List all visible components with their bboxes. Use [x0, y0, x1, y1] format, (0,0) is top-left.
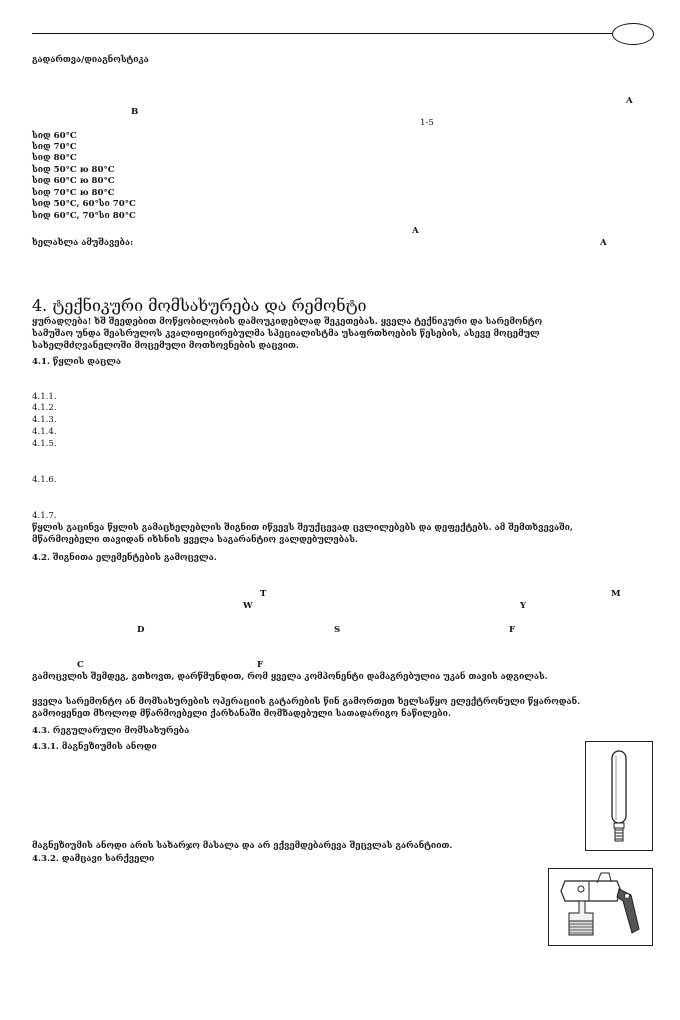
marker-a: A [412, 226, 419, 236]
marker-m: M [611, 589, 621, 599]
step-number: 4.1.7. [32, 511, 57, 521]
list-item: სიდ 60°C, 70°სი 80°C [32, 211, 136, 221]
marker-w: W [243, 601, 253, 611]
marker-b: B [131, 107, 139, 117]
list-item: სიდ 60°C [32, 131, 77, 141]
marker-a: A [626, 96, 633, 106]
subsection-heading: 4.3.2. დამცავი სარქველი [32, 854, 155, 864]
section-title: 4. ტექნიკური მომსახურება და რემონტი [32, 296, 367, 315]
freeze-warning: მწარმოებელი თავიდან იხსნის ყველა საგარანტიო ვალდებულებას. [32, 535, 358, 545]
code-range: 1-5 [420, 118, 434, 128]
anode-note: მაგნეზიუმის ანოდი არის სახარჯო მასალა და არ ექვემდებარევა შეცვლას გარანტიით. [32, 841, 453, 851]
step-number: 4.1.4. [32, 427, 57, 437]
step-number: 4.1.1. [32, 392, 57, 402]
marker-t: T [260, 589, 267, 599]
list-item: სიდ 60°C ю 80°C [32, 176, 115, 186]
page-section-label: გადართვა/დიაგნოსტიკა [32, 55, 149, 65]
step-number: 4.1.2. [32, 403, 57, 413]
restart-label: ხელახლა ამუშავება: [32, 238, 134, 248]
subsection-heading: 4.1. წყლის დაცლა [32, 357, 122, 367]
marker-c: C [77, 660, 84, 670]
marker-f: F [257, 660, 264, 670]
header-rule [32, 33, 612, 34]
intro-line: სამუშაო უნდა შეასრულოს კვალიფიცირებულმა სპეციალისტმა უსაფრთხოების წესების, ასევე მოცემულ [32, 329, 540, 339]
assembly-note: გამოცვლის შემდეგ, გთხოვთ, დარწმუნდით, რომ ყველა კომპონენტი დამაგრებულია უკან თავის ადგილას. [32, 672, 548, 682]
safety-warning: ყველა სარემონტო ან მომსახურების ოპერაციის გატარების წინ გამორთეთ ხელსაწყო ელექტრონული წყაროდან. [32, 697, 581, 707]
step-number: 4.1.6. [32, 475, 57, 485]
page-number-oval [612, 23, 654, 45]
intro-line: სახელმძღვანელოში მოცემული მოთხოვნების დაცვით. [32, 341, 299, 351]
marker-y: Y [520, 601, 527, 611]
subsection-heading: 4.3. რეგულარული მომსახურება [32, 726, 190, 736]
subsection-heading: 4.3.1. მაგნეზიუმის ანოდი [32, 742, 157, 752]
subsection-heading: 4.2. შიგნითა ელემენტების გამოცვლა. [32, 553, 217, 563]
magnesium-anode-icon [586, 742, 652, 850]
safety-warning: გამოიყენეთ მხოლოდ მწარმოებელი ქარხანაში მომზადებული სათადარიგო ნაწილები. [32, 709, 451, 719]
step-number: 4.1.5. [32, 439, 57, 449]
anode-figure [585, 741, 653, 851]
list-item: სიდ 70°C ю 80°C [32, 188, 115, 198]
marker-s: S [334, 625, 341, 635]
list-item: სიდ 50°C, 60°სი 70°C [32, 199, 136, 209]
marker-a: A [600, 238, 607, 248]
step-number: 4.1.3. [32, 415, 57, 425]
intro-line: ყურადღება! ხშ შეედებით მოწყობილობის დამოუკიდებლად შეკეთებას. ყველა ტექნიკური და სარემონტო [32, 317, 543, 327]
marker-f: F [509, 625, 516, 635]
safety-valve-figure [548, 868, 653, 946]
marker-d: D [137, 625, 145, 635]
safety-valve-icon [549, 869, 652, 945]
list-item: სიდ 80°C [32, 153, 77, 163]
freeze-warning: წყლის გაცინვა წყლის გამაცხელებლის შიგნით იწვევს შეუქცევად ცვლილებებს და დეფექტებს. ამ შემთხვევაში, [32, 523, 573, 533]
list-item: სიდ 50°C ю 80°C [32, 165, 115, 175]
list-item: სიდ 70°C [32, 142, 77, 152]
